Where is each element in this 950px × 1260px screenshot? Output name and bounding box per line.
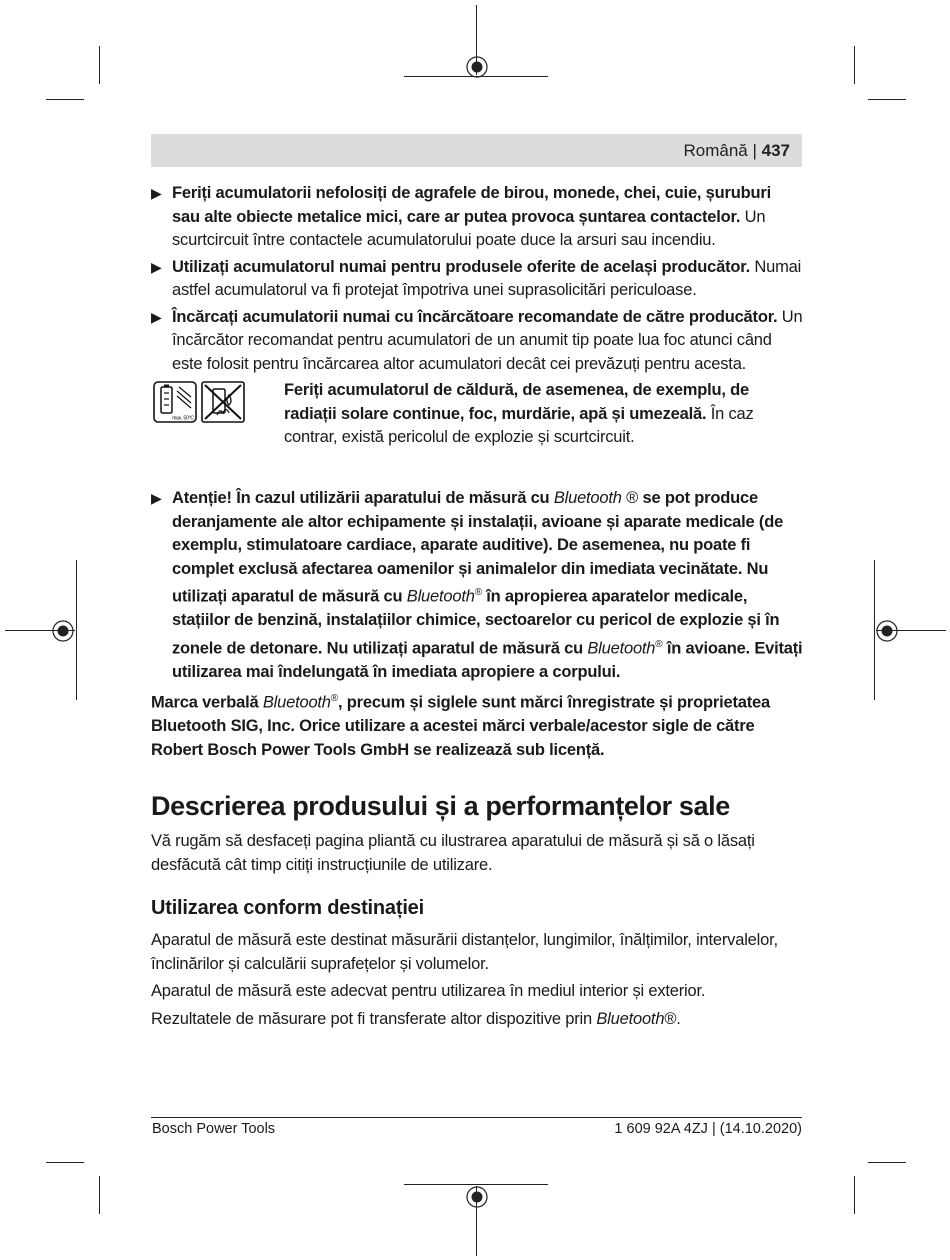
no-water-fire-icon [201,381,245,423]
header-language: Română [683,141,748,160]
warning-icons [153,381,245,439]
bullet-normal-text: Un încărcător recomandat pentru acumulatori de un anumit tip poate lua foc atunci când este folosit pentru încărcarea altor acumulatori decât cei prevăzuți pentru acesta. [172,307,803,373]
bullet-item-same-manufacturer [151,256,803,303]
trademark-text-part: , precum și siglele sunt mărci înregistrate și proprietatea Bluetooth SIG, Inc. Orice utilizare a acestei mărci verbale/acestor sigle de către Robert Bosch Power Tools GmbH se realizează sub licență. [151,693,770,759]
trademark-text-part: Marca verbală [151,693,263,712]
bluetooth-brand: Bluetooth [596,1009,665,1028]
intended-use-paragraph-1: Aparatul de măsură este destinat măsurării distanțelor, lungimilor, înălțimilor, intervalelor, înclinărilor și calculării suprafețelor și volumelor. [151,931,778,973]
heat-warning-text [284,379,784,450]
bluetooth-brand: Bluetooth [587,639,656,657]
bullet-arrow-icon: ▶ [151,490,162,506]
section-title: Descrierea produsului și a performanțelor sale [151,791,730,821]
trademark-paragraph [151,687,803,762]
footer-brand: Bosch Power Tools [152,1121,276,1137]
registered-mark: ® [474,587,482,598]
subsection-title: Utilizarea conform destinației [151,897,424,919]
registration-mark-left-icon [48,616,78,646]
bullet-arrow-icon: ▶ [151,185,162,201]
bullet-item-short-circuit [151,182,803,253]
warning-bold-text: Feriți acumulatorul de căldură, de asemenea, de exemplu, de radiații solare continue, foc, murdărie, apă și umezeală. [284,381,750,423]
bluetooth-text-part: în avioane. Evitați utilizarea mai îndelungată în imediata apropiere a corpului. [172,639,803,681]
registration-mark-top-icon [462,52,492,82]
intended-use-paragraph-2: Aparatul de măsură este adecvat pentru utilizarea în mediul interior și exterior. [151,982,706,1000]
header-text: Română | 437 [683,141,790,160]
footer-divider [151,1117,802,1118]
bluetooth-brand: Bluetooth [406,587,475,606]
temperature-warning-icon [153,381,197,423]
warning-normal-text: În caz contrar, există pericolul de explozie și scurtcircuit. [284,404,754,446]
registration-mark-bottom-icon [462,1182,492,1212]
registration-mark-right-icon [872,616,902,646]
bluetooth-text-part: Atenție! În cazul utilizării aparatului de măsură cu [172,489,554,507]
intended-use-paragraph-3 [151,1008,803,1032]
bullet-item-chargers [151,306,803,377]
registered-mark: ® [330,693,338,704]
bullet-bold-text: Încărcați acumulatorii numai cu încărcătoare recomandate de către producător. [172,307,778,326]
bullet-item-bluetooth [151,487,803,684]
bullet-normal-text: Numai astfel acumulatorul va fi protejat împotriva unei suprasolicitări periculoase. [172,257,802,299]
registered-mark: ® [621,489,639,507]
page-content [151,182,803,1035]
page-header [151,134,802,167]
bullet-arrow-icon: ▶ [151,308,162,325]
bullet-arrow-icon: ▶ [151,258,162,275]
heat-warning-block [151,379,803,479]
bluetooth-brand: Bluetooth [262,693,331,712]
bullet-bold-text: Feriți acumulatorii nefolosiți de agrafele de birou, monede, chei, cuie, șuruburi sau alte obiecte metalice mici, care ar putea provoca șuntarea contactelor. [172,184,772,226]
page-number: 437 [761,141,790,160]
section-intro: Vă rugăm să desfaceți pagina pliantă cu ilustrarea aparatului de măsură și să o lăsați desfăcută cât timp citiți instrucțiunile de utilizare. [151,832,755,874]
paragraph-text-part: Rezultatele de măsurare pot fi transferate altor dispozitive prin [151,1009,597,1028]
paragraph-text-part: ®. [664,1009,681,1028]
bluetooth-brand: Bluetooth [553,489,622,507]
bluetooth-text-part: în apropierea aparatelor medicale, stațiilor de benzină, instalațiilor chimice, sectoarelor cu pericol de explozie și în zonele de detonare. Nu utilizați aparatul de măsură cu [172,587,780,657]
bullet-normal-text: Un scurtcircuit între contactele acumulatorului poate duce la arsuri sau incendiu. [172,207,766,249]
icon-temperature-label: max. 50°C [172,415,194,422]
bluetooth-text-part: se pot produce deranjamente ale altor echipamente și instalații, avioane și aparate medicale (de exemplu, stimulatoare cardiace, aparate auditive). De asemenea, nu poate fi complet exclusă afectarea oamenilor și animalelor din imediata vecinătate. Nu utilizați aparatul de măsură cu [172,489,784,606]
registered-mark: ® [655,638,663,650]
footer-doc-number: 1 609 92A 4ZJ | (14.10.2020) [614,1121,802,1137]
bullet-bold-text: Utilizați acumulatorul numai pentru produsele oferite de același producător. [172,257,751,276]
